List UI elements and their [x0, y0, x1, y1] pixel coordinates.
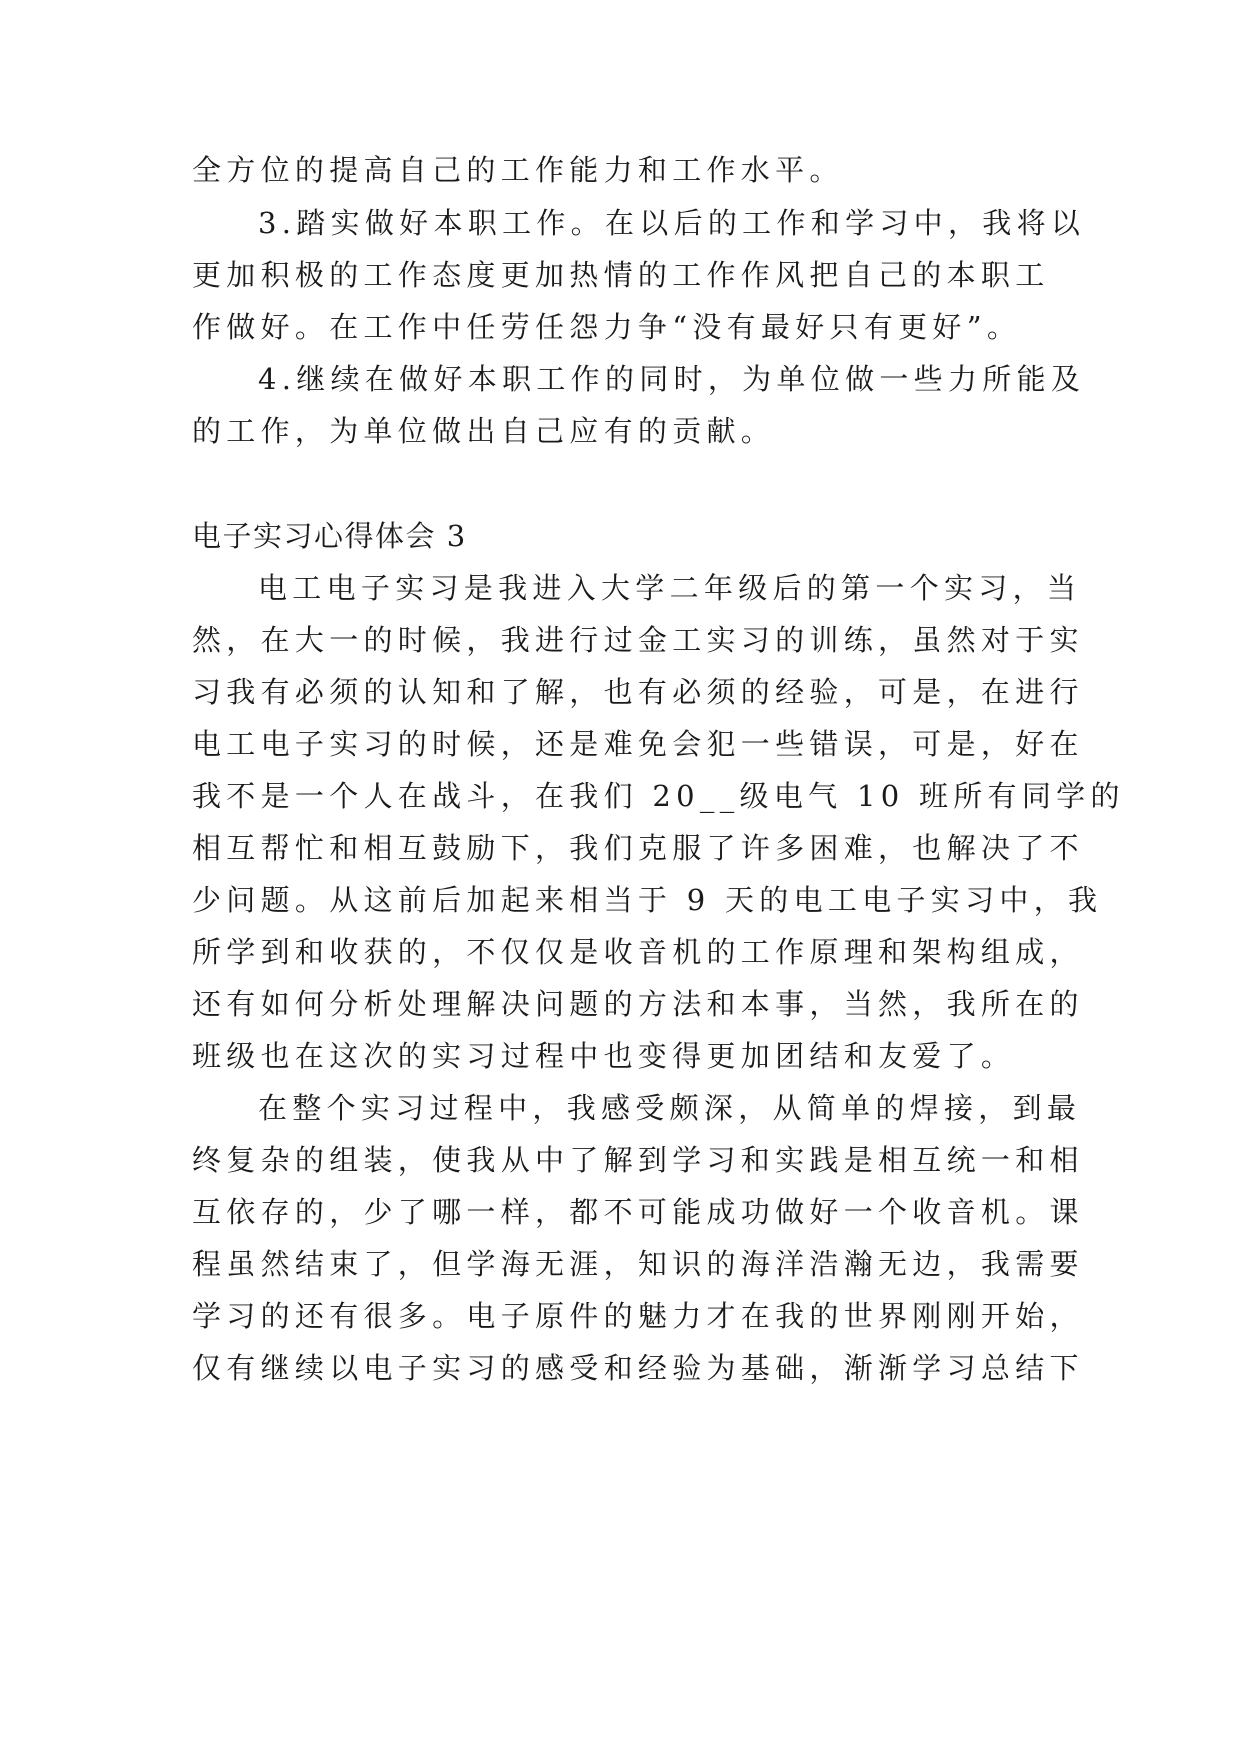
paragraph-line: 班级也在这次的实习过程中也变得更加团结和友爱了。	[192, 1039, 1016, 1073]
paragraph-line: 互依存的，少了哪一样，都不可能成功做好一个收音机。课	[192, 1195, 1084, 1229]
paragraph-line: 我不是一个人在战斗，在我们 20__级电气 10 班所有同学的	[192, 779, 1125, 813]
paragraph-line: 3.踏实做好本职工作。在以后的工作和学习中，我将以	[258, 206, 1086, 240]
paragraph-line: 4.继续在做好本职工作的同时，为单位做一些力所能及	[258, 362, 1086, 396]
paragraph-line: 然，在大一的时候，我进行过金工实习的训练，虽然对于实	[192, 623, 1084, 657]
paragraph-line: 所学到和收获的，不仅仅是收音机的工作原理和架构组成，	[192, 935, 1084, 969]
paragraph-line: 电工电子实习是我进入大学二年级后的第一个实习，当	[258, 571, 1082, 605]
paragraph-line: 相互帮忙和相互鼓励下，我们克服了许多困难，也解决了不	[192, 831, 1084, 865]
paragraph-line: 仅有继续以电子实习的感受和经验为基础，渐渐学习总结下	[192, 1351, 1084, 1385]
paragraph-line: 还有如何分析处理解决问题的方法和本事，当然，我所在的	[192, 987, 1084, 1021]
section-heading: 电子实习心得体会 3	[192, 519, 467, 553]
paragraph-line: 的工作，为单位做出自己应有的贡献。	[192, 414, 776, 448]
paragraph-line: 习我有必须的认知和了解，也有必须的经验，可是，在进行	[192, 675, 1084, 709]
paragraph-line: 少问题。从这前后加起来相当于 9 天的电工电子实习中，我	[192, 883, 1103, 917]
paragraph-line: 更加积极的工作态度更加热情的工作作风把自己的本职工	[192, 258, 1050, 292]
paragraph-line: 程虽然结束了，但学海无涯，知识的海洋浩瀚无边，我需要	[192, 1247, 1084, 1281]
paragraph-line: 作做好。在工作中任劳任怨力争“没有最好只有更好”。	[192, 310, 1022, 344]
paragraph-line: 终复杂的组装，使我从中了解到学习和实践是相互统一和相	[192, 1143, 1084, 1177]
paragraph-line: 学习的还有很多。电子原件的魅力才在我的世界刚刚开始，	[192, 1299, 1084, 1333]
paragraph-line: 电工电子实习的时候，还是难免会犯一些错误，可是，好在	[192, 727, 1084, 761]
paragraph-line: 在整个实习过程中，我感受颇深，从简单的焊接，到最	[258, 1091, 1082, 1125]
paragraph-line: 全方位的提高自己的工作能力和工作水平。	[192, 153, 844, 187]
